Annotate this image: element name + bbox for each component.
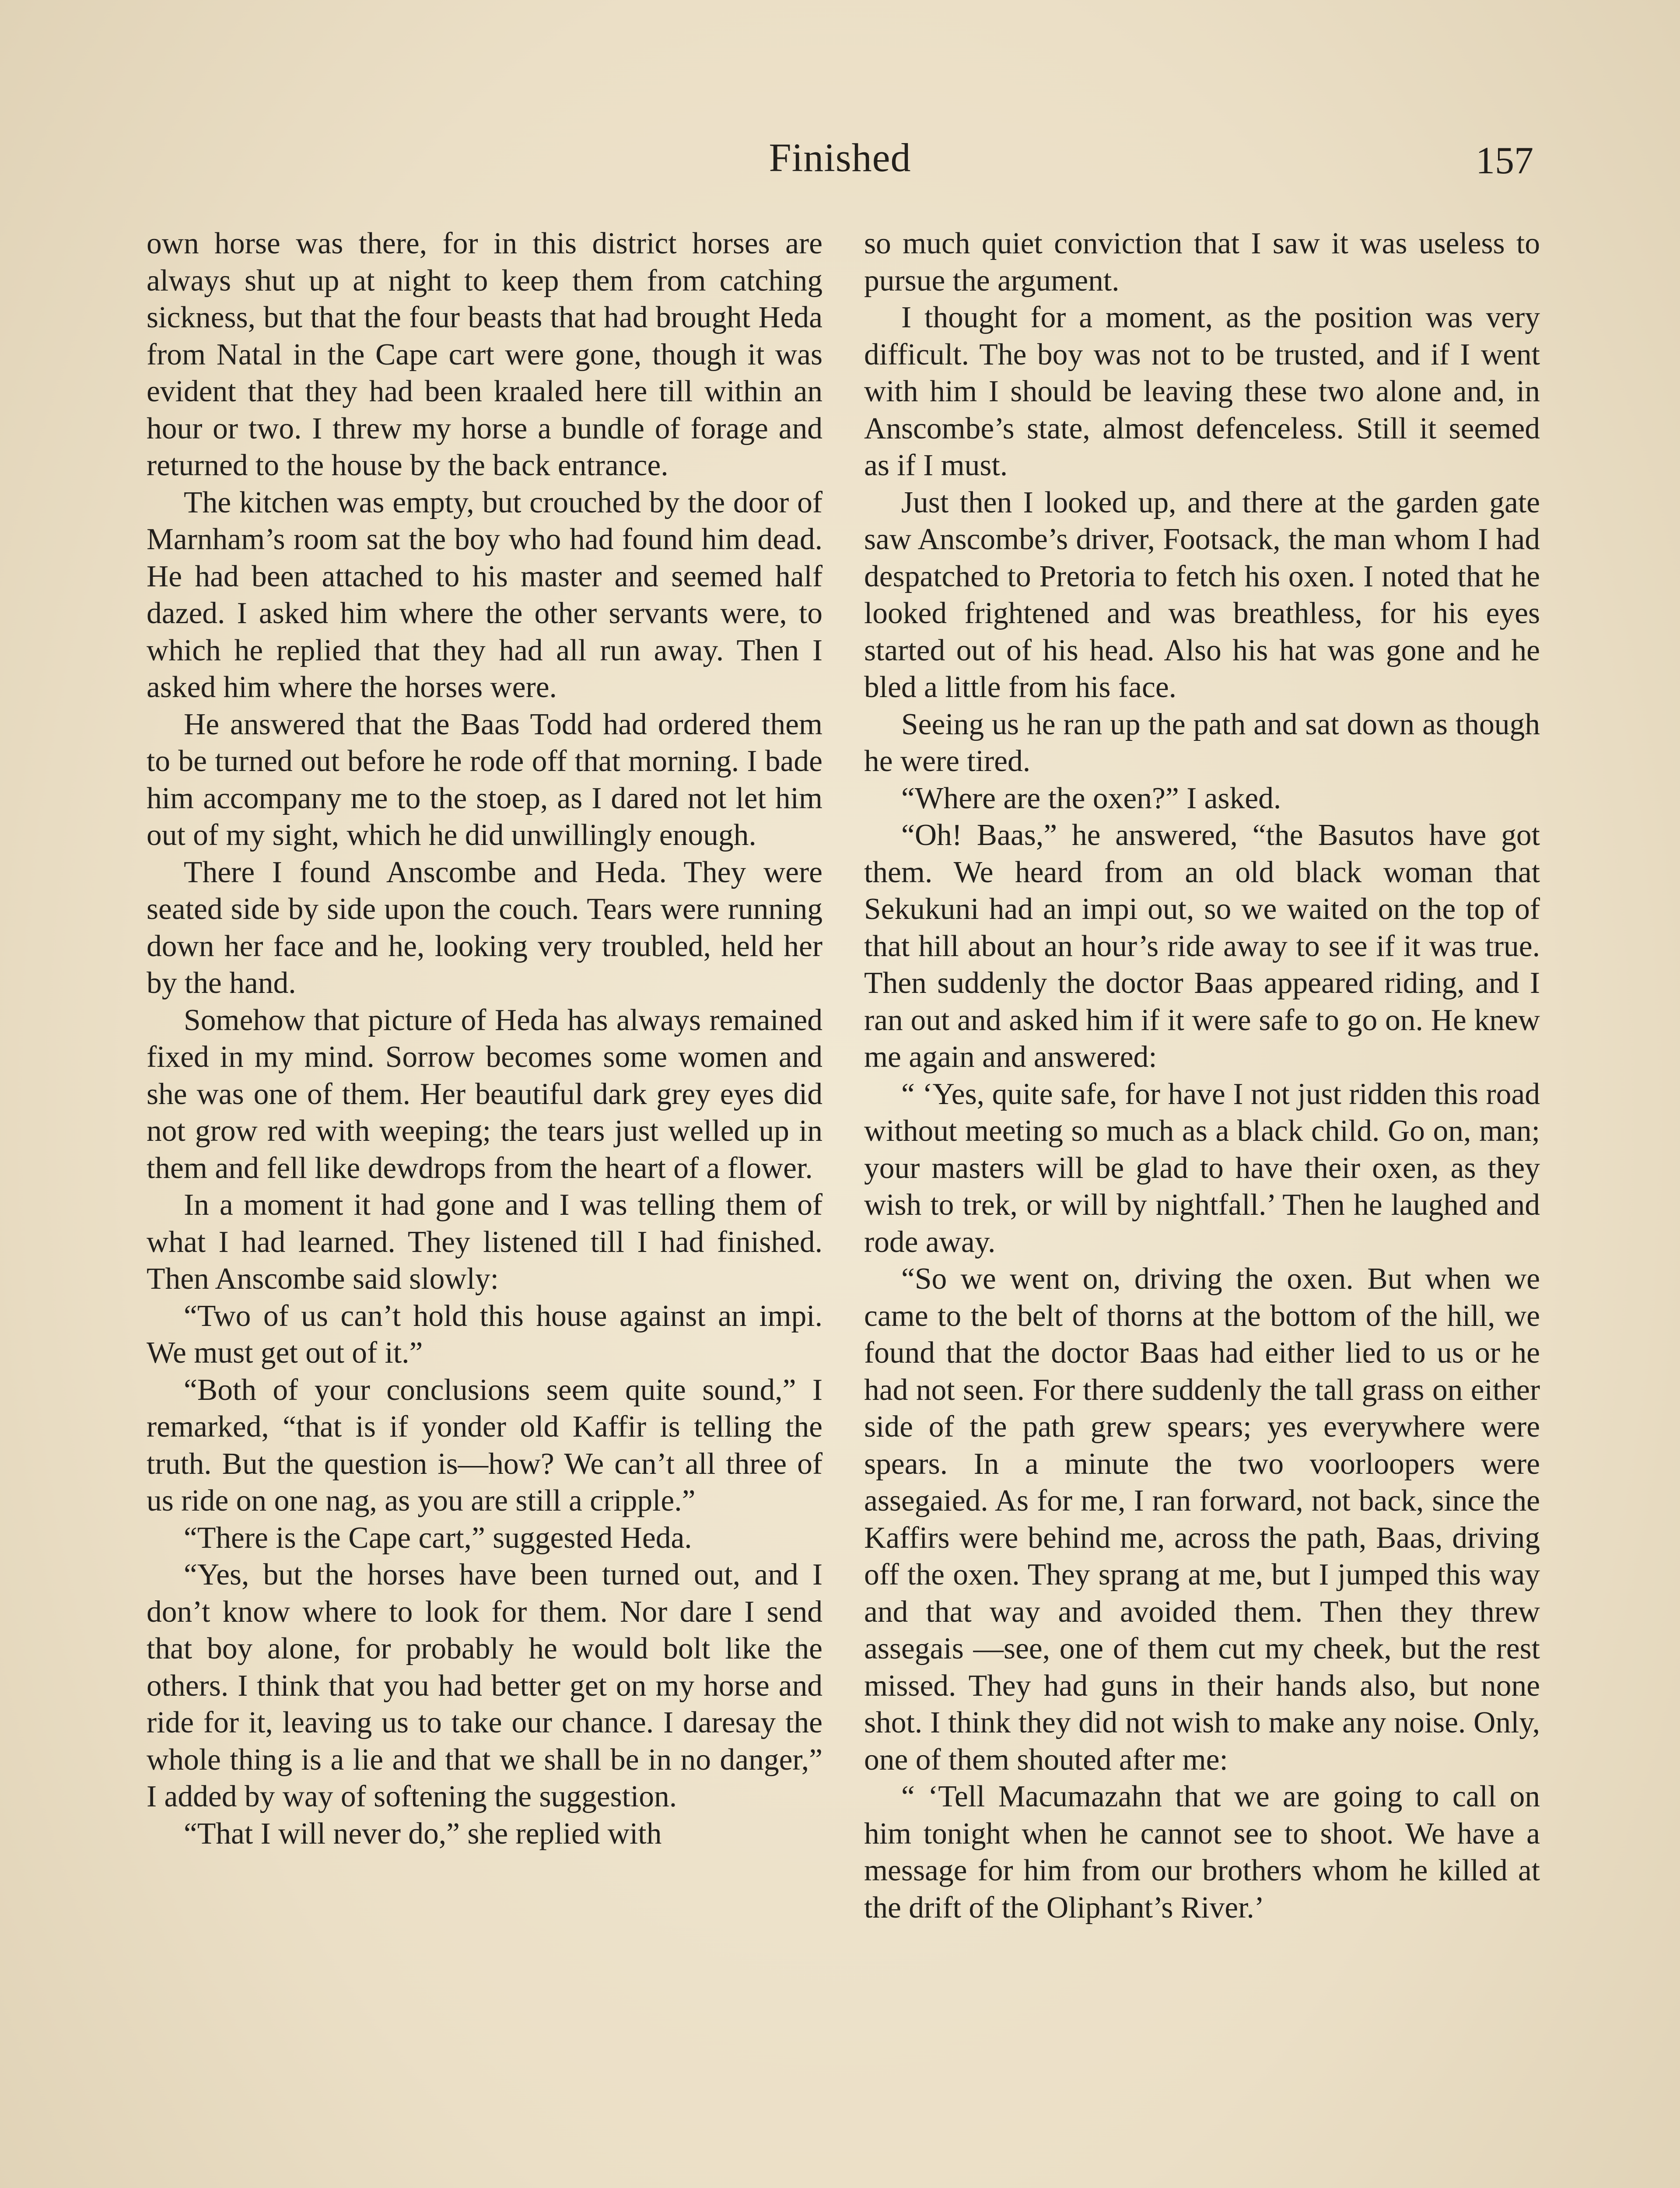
page-number: 157 — [1476, 140, 1533, 182]
running-title: Finished — [769, 135, 911, 180]
right-column — [864, 225, 1540, 1926]
paragraph: I thought for a moment, as the position was very difficult. The boy was not to be trusted, and if I went with him I should be leaving these two alone and, in Anscombe’s state, almost defenceless. Still it seemed as if I must. — [864, 301, 1540, 482]
paragraph: Seeing us he ran up the path and sat down as though he were tired. — [864, 707, 1540, 778]
paragraph: “Two of us can’t hold this house against an impi. We must get out of it.” — [147, 1299, 822, 1370]
paragraph: Somehow that picture of Heda has always remained fixed in my mind. Sorrow becomes some women and she was one of them. Her beautiful dark grey eyes did not grow red with weeping; the tears just welled up in them and fell like dewdrops from the heart of a flower. — [147, 1003, 822, 1185]
paragraph: “Where are the oxen?” I asked. — [901, 781, 1281, 815]
paragraph: so much quiet conviction that I saw it was useless to pursue the argument. — [864, 227, 1540, 298]
paragraph: The kitchen was empty, but crouched by the door of Marnham’s room sat the boy who had found him dead. He had been attached to his master and seemed half dazed. I asked him where the other servants were, to which he replied that they had all run away. Then I asked him where the horses were. — [147, 485, 822, 704]
paragraph: “That I will never do,” she replied with — [184, 1816, 662, 1851]
paragraph: Just then I looked up, and there at the garden gate saw Anscombe’s driver, Footsack, the man whom I had despatched to Pretoria to fetch his oxen. I noted that he looked frightened and was breathless, for his eyes started out of his head. Also his hat was gone and he bled a little from his face. — [864, 485, 1540, 704]
paragraph: “So we went on, driving the oxen. But when we came to the belt of thorns at the bottom of the hill, we found that the doctor Baas had either lied to us or he had not seen. For there suddenly the tall grass on either side of the path grew spears; yes everywhere were spears. In a minute the two voorloopers were assegaied. As for me, I ran forward, not back, since the Kaffirs were behind me, across the path, Baas, driving off the oxen. They sprang at me, but I jumped this way and that way and avoided them. Then they threw assegais —see, one of them cut my cheek, but the rest missed. They had guns in their hands also, but none shot. I think they did not wish to make any noise. Only, one of them shouted after me: — [864, 1262, 1540, 1777]
running-head — [0, 129, 1680, 195]
paragraph: “ ‘Tell Macumazahn that we are going to call on him tonight when he cannot see to shoot. We have a message for him from our brothers whom he killed at the drift of the Oliphant’s River.’ — [864, 1780, 1540, 1925]
paragraph: “Yes, but the horses have been turned out, and I don’t know where to look for them. Nor dare I send that boy alone, for probably he would bolt like the others. I think that you had better get on my horse and ride for it, leaving us to take our chance. I daresay the whole thing is a lie and that we shall be in no danger,” I added by way of softening the suggestion. — [147, 1558, 822, 1813]
paragraph: “ ‘Yes, quite safe, for have I not just ridden this road without meeting so much as a black child. Go on, man; your masters will be glad to have their oxen, as they wish to trek, or will by nightfall.’ Then he laughed and rode away. — [864, 1077, 1540, 1259]
paragraph: own horse was there, for in this district horses are always shut up at night to keep them from catching sickness, but that the four beasts that had brought Heda from Natal in the Cape cart were gone, though it was evident that they had been kraaled here till within an hour or two. I threw my horse a bundle of forage and returned to the house by the back entrance. — [147, 227, 822, 482]
paragraph: There I found Anscombe and Heda. They were seated side by side upon the couch. Tears were running down her face and he, looking very troubled, held her by the hand. — [147, 855, 822, 1000]
paragraph: In a moment it had gone and I was telling them of what I had learned. They listened till I had finished. Then Anscombe said slowly: — [147, 1188, 822, 1296]
paragraph: He answered that the Baas Todd had ordered them to be turned out before he rode off that morning. I bade him accompany me to the stoep, as I dared not let him out of my sight, which he did unwillingly enough. — [147, 707, 822, 852]
paragraph: “Both of your conclusions seem quite sound,” I remarked, “that is if yonder old Kaffir is telling the truth. But the question is—how? We can’t all three of us ride on one nag, as you are still a cripple.” — [147, 1373, 822, 1518]
paragraph: “There is the Cape cart,” suggested Heda. — [184, 1521, 692, 1555]
paragraph: “Oh! Baas,” he answered, “the Basutos have got them. We heard from an old black woman that Sekukuni had an impi out, so we waited on the top of that hill about an hour’s ride away to see if it was true. Then suddenly the doctor Baas appeared riding, and I ran out and asked him if it were safe to go on. He knew me again and answered: — [864, 818, 1540, 1074]
left-column — [147, 225, 822, 1852]
